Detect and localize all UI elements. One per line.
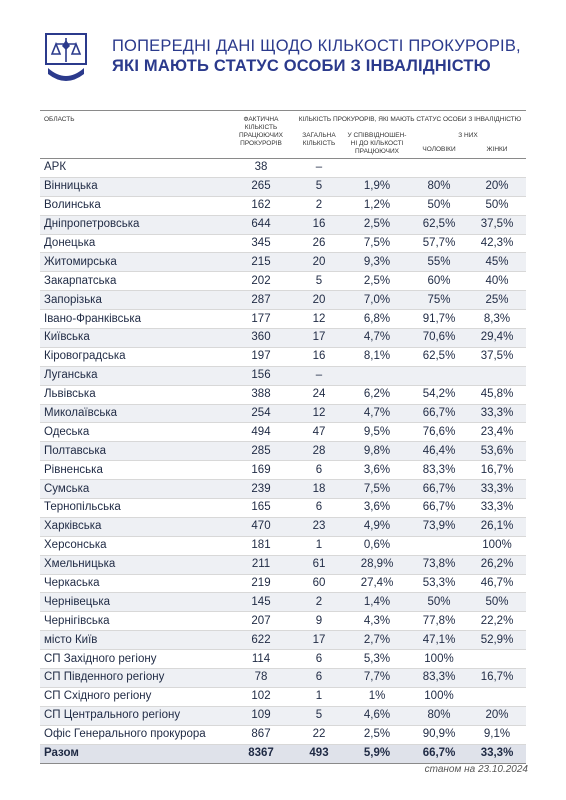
total-row xyxy=(40,744,526,763)
cell-ratio: 1% xyxy=(344,687,410,706)
header-men: ЧОЛОВІКИ xyxy=(422,146,456,154)
table-row xyxy=(40,669,526,688)
cell-region: Сумська xyxy=(40,480,228,499)
cell-women: 29,4% xyxy=(468,329,526,348)
cell-actual: 470 xyxy=(228,517,294,536)
cell-actual: 644 xyxy=(228,215,294,234)
cell-men: 73,8% xyxy=(410,555,468,574)
cell-total: – xyxy=(294,159,344,178)
cell-region: Запорізька xyxy=(40,291,228,310)
cell-men: 62,5% xyxy=(410,347,468,366)
cell-ratio: 3,6% xyxy=(344,461,410,480)
cell-region: Офіс Генерального прокурора xyxy=(40,725,228,744)
cell-region: Дніпропетровська xyxy=(40,215,228,234)
cell-women: 33,3% xyxy=(468,499,526,518)
cell-ratio: 28,9% xyxy=(344,555,410,574)
cell-men: 66,7% xyxy=(410,499,468,518)
cell-total: 47 xyxy=(294,423,344,442)
cell-total: 18 xyxy=(294,480,344,499)
cell-ratio: 2,5% xyxy=(344,215,410,234)
cell-region: Волинська xyxy=(40,196,228,215)
cell-total: 1 xyxy=(294,687,344,706)
cell-ratio: 9,8% xyxy=(344,442,410,461)
cell-actual: 207 xyxy=(228,612,294,631)
cell-actual: 114 xyxy=(228,650,294,669)
table-row xyxy=(40,536,526,555)
cell-men: 50% xyxy=(410,593,468,612)
cell-total: 12 xyxy=(294,404,344,423)
cell-total: 20 xyxy=(294,253,344,272)
cell-men: 55% xyxy=(410,253,468,272)
cell-women: 8,3% xyxy=(468,310,526,329)
cell-ratio: 7,0% xyxy=(344,291,410,310)
table-row xyxy=(40,461,526,480)
cell-women: 25% xyxy=(468,291,526,310)
cell-region: місто Київ xyxy=(40,631,228,650)
cell-region: Чернігівська xyxy=(40,612,228,631)
table-row xyxy=(40,385,526,404)
cell-region: Чернівецька xyxy=(40,593,228,612)
cell-total: 493 xyxy=(294,744,344,763)
cell-region: Черкаська xyxy=(40,574,228,593)
cell-ratio: 0,6% xyxy=(344,536,410,555)
cell-total: 20 xyxy=(294,291,344,310)
cell-ratio: 7,5% xyxy=(344,234,410,253)
cell-men xyxy=(410,366,468,385)
cell-men: 100% xyxy=(410,687,468,706)
cell-men: 80% xyxy=(410,706,468,725)
cell-actual: 202 xyxy=(228,272,294,291)
table-row xyxy=(40,253,526,272)
cell-total: 1 xyxy=(294,536,344,555)
cell-total: 26 xyxy=(294,234,344,253)
cell-men: 75% xyxy=(410,291,468,310)
cell-women xyxy=(468,159,526,178)
cell-women: 9,1% xyxy=(468,725,526,744)
header-total: ЗАГАЛЬНА КІЛЬКІСТЬ xyxy=(302,132,336,147)
table-row xyxy=(40,631,526,650)
table-body xyxy=(40,159,526,764)
table-row xyxy=(40,687,526,706)
table-row xyxy=(40,159,526,178)
cell-total: 5 xyxy=(294,706,344,725)
cell-total: 61 xyxy=(294,555,344,574)
cell-region: Рівненська xyxy=(40,461,228,480)
table-row xyxy=(40,196,526,215)
cell-actual: 38 xyxy=(228,159,294,178)
cell-region: Луганська xyxy=(40,366,228,385)
cell-actual: 254 xyxy=(228,404,294,423)
table-row xyxy=(40,177,526,196)
cell-ratio xyxy=(344,366,410,385)
cell-ratio: 4,7% xyxy=(344,329,410,348)
cell-ratio: 4,6% xyxy=(344,706,410,725)
cell-actual: 345 xyxy=(228,234,294,253)
table-row xyxy=(40,215,526,234)
cell-women: 22,2% xyxy=(468,612,526,631)
cell-actual: 287 xyxy=(228,291,294,310)
cell-ratio: 8,1% xyxy=(344,347,410,366)
cell-total: 6 xyxy=(294,499,344,518)
cell-women xyxy=(468,650,526,669)
cell-ratio: 4,3% xyxy=(344,612,410,631)
cell-men: 54,2% xyxy=(410,385,468,404)
table-row xyxy=(40,555,526,574)
cell-region: Вінницька xyxy=(40,177,228,196)
cell-ratio: 9,3% xyxy=(344,253,410,272)
cell-region: СП Центрального регіону xyxy=(40,706,228,725)
table-row xyxy=(40,404,526,423)
cell-women: 46,7% xyxy=(468,574,526,593)
table-row xyxy=(40,480,526,499)
cell-women: 23,4% xyxy=(468,423,526,442)
cell-region: Кіровоградська xyxy=(40,347,228,366)
cell-ratio: 2,5% xyxy=(344,272,410,291)
cell-actual: 177 xyxy=(228,310,294,329)
cell-men: 66,7% xyxy=(410,744,468,763)
cell-ratio: 5,9% xyxy=(344,744,410,763)
prosecutor-emblem-icon xyxy=(44,32,88,84)
table-row xyxy=(40,517,526,536)
cell-region: СП Західного регіону xyxy=(40,650,228,669)
cell-total: 17 xyxy=(294,329,344,348)
cell-region: Закарпатська xyxy=(40,272,228,291)
cell-women: 26,1% xyxy=(468,517,526,536)
cell-total: – xyxy=(294,366,344,385)
cell-ratio: 2,5% xyxy=(344,725,410,744)
cell-men: 60% xyxy=(410,272,468,291)
cell-women: 16,7% xyxy=(468,461,526,480)
cell-men: 80% xyxy=(410,177,468,196)
cell-women: 42,3% xyxy=(468,234,526,253)
cell-actual: 145 xyxy=(228,593,294,612)
table-row xyxy=(40,366,526,385)
header-of-them: З НИХ xyxy=(458,132,478,139)
cell-total: 5 xyxy=(294,272,344,291)
cell-men: 91,7% xyxy=(410,310,468,329)
cell-actual: 265 xyxy=(228,177,294,196)
cell-actual: 285 xyxy=(228,442,294,461)
page-title xyxy=(112,36,521,76)
cell-women: 20% xyxy=(468,177,526,196)
cell-women: 45% xyxy=(468,253,526,272)
cell-men: 53,3% xyxy=(410,574,468,593)
date-note: станом на 23.10.2024 xyxy=(424,764,528,775)
cell-actual: 211 xyxy=(228,555,294,574)
table-row xyxy=(40,442,526,461)
cell-region: Донецька xyxy=(40,234,228,253)
cell-men: 66,7% xyxy=(410,404,468,423)
cell-region: Хмельницька xyxy=(40,555,228,574)
cell-men: 50% xyxy=(410,196,468,215)
table-row xyxy=(40,499,526,518)
cell-men: 57,7% xyxy=(410,234,468,253)
cell-ratio: 27,4% xyxy=(344,574,410,593)
cell-total: 17 xyxy=(294,631,344,650)
cell-men: 62,5% xyxy=(410,215,468,234)
cell-region: АРК xyxy=(40,159,228,178)
cell-women: 16,7% xyxy=(468,669,526,688)
cell-total: 6 xyxy=(294,650,344,669)
header-group: КІЛЬКІСТЬ ПРОКУРОРІВ, ЯКІ МАЮТЬ СТАТУС ОСОБИ З ІНВАЛІДНІСТЮ xyxy=(294,111,526,127)
cell-actual: 388 xyxy=(228,385,294,404)
table-row xyxy=(40,234,526,253)
table-row xyxy=(40,593,526,612)
cell-total: 6 xyxy=(294,461,344,480)
cell-actual: 622 xyxy=(228,631,294,650)
cell-total: 23 xyxy=(294,517,344,536)
cell-region: Полтавська xyxy=(40,442,228,461)
cell-ratio xyxy=(344,159,410,178)
cell-total: 9 xyxy=(294,612,344,631)
cell-actual: 102 xyxy=(228,687,294,706)
table-row xyxy=(40,725,526,744)
cell-women: 20% xyxy=(468,706,526,725)
cell-ratio: 5,3% xyxy=(344,650,410,669)
cell-women: 52,9% xyxy=(468,631,526,650)
title-line-2: ЯКІ МАЮТЬ СТАТУС ОСОБИ З ІНВАЛІДНІСТЮ xyxy=(112,57,491,75)
table-row xyxy=(40,650,526,669)
cell-men xyxy=(410,536,468,555)
cell-men: 66,7% xyxy=(410,480,468,499)
prosecutors-table xyxy=(40,110,526,764)
cell-men: 90,9% xyxy=(410,725,468,744)
cell-total: 2 xyxy=(294,593,344,612)
cell-total: 6 xyxy=(294,669,344,688)
cell-women: 33,3% xyxy=(468,744,526,763)
cell-actual: 239 xyxy=(228,480,294,499)
cell-ratio: 4,7% xyxy=(344,404,410,423)
cell-actual: 169 xyxy=(228,461,294,480)
header-women: ЖІНКИ xyxy=(486,146,508,154)
cell-region: Разом xyxy=(40,744,228,763)
cell-actual: 109 xyxy=(228,706,294,725)
cell-women: 33,3% xyxy=(468,404,526,423)
cell-men: 76,6% xyxy=(410,423,468,442)
cell-men: 70,6% xyxy=(410,329,468,348)
cell-men: 100% xyxy=(410,650,468,669)
cell-women: 26,2% xyxy=(468,555,526,574)
cell-women: 37,5% xyxy=(468,347,526,366)
table-row xyxy=(40,272,526,291)
cell-region: СП Східного регіону xyxy=(40,687,228,706)
cell-region: Львівська xyxy=(40,385,228,404)
title-line-1: ПОПЕРЕДНІ ДАНІ ЩОДО КІЛЬКОСТІ ПРОКУРОРІВ, xyxy=(112,37,521,55)
cell-actual: 494 xyxy=(228,423,294,442)
header-region: ОБЛАСТЬ xyxy=(40,111,228,159)
cell-total: 28 xyxy=(294,442,344,461)
cell-ratio: 1,4% xyxy=(344,593,410,612)
header xyxy=(40,28,540,90)
cell-total: 60 xyxy=(294,574,344,593)
cell-total: 2 xyxy=(294,196,344,215)
cell-region: СП Південного регіону xyxy=(40,669,228,688)
cell-region: Івано-Франківська xyxy=(40,310,228,329)
cell-actual: 156 xyxy=(228,366,294,385)
table-row xyxy=(40,423,526,442)
cell-total: 12 xyxy=(294,310,344,329)
cell-actual: 162 xyxy=(228,196,294,215)
cell-men: 83,3% xyxy=(410,461,468,480)
table-row xyxy=(40,347,526,366)
cell-men: 77,8% xyxy=(410,612,468,631)
cell-men: 46,4% xyxy=(410,442,468,461)
cell-women xyxy=(468,366,526,385)
cell-total: 5 xyxy=(294,177,344,196)
cell-men: 47,1% xyxy=(410,631,468,650)
cell-actual: 181 xyxy=(228,536,294,555)
table-row xyxy=(40,706,526,725)
header-actual: ФАКТИЧНА КІЛЬКІСТЬ ПРАЦЮЮЧИХ ПРОКУРОРІВ xyxy=(228,111,294,159)
cell-women: 45,8% xyxy=(468,385,526,404)
cell-ratio: 3,6% xyxy=(344,499,410,518)
cell-women: 50% xyxy=(468,196,526,215)
cell-actual: 219 xyxy=(228,574,294,593)
cell-women: 40% xyxy=(468,272,526,291)
cell-region: Одеська xyxy=(40,423,228,442)
cell-men: 83,3% xyxy=(410,669,468,688)
cell-women: 33,3% xyxy=(468,480,526,499)
cell-region: Харківська xyxy=(40,517,228,536)
cell-actual: 867 xyxy=(228,725,294,744)
cell-actual: 78 xyxy=(228,669,294,688)
cell-actual: 215 xyxy=(228,253,294,272)
cell-region: Херсонська xyxy=(40,536,228,555)
table-row xyxy=(40,329,526,348)
cell-ratio: 6,2% xyxy=(344,385,410,404)
table-row xyxy=(40,310,526,329)
cell-ratio: 7,5% xyxy=(344,480,410,499)
cell-region: Київська xyxy=(40,329,228,348)
cell-women: 53,6% xyxy=(468,442,526,461)
cell-ratio: 1,2% xyxy=(344,196,410,215)
table-row xyxy=(40,291,526,310)
cell-region: Тернопільська xyxy=(40,499,228,518)
cell-ratio: 1,9% xyxy=(344,177,410,196)
cell-total: 22 xyxy=(294,725,344,744)
cell-ratio: 6,8% xyxy=(344,310,410,329)
cell-men: 73,9% xyxy=(410,517,468,536)
cell-actual: 197 xyxy=(228,347,294,366)
cell-ratio: 2,7% xyxy=(344,631,410,650)
cell-total: 16 xyxy=(294,347,344,366)
cell-region: Миколаївська xyxy=(40,404,228,423)
table-row xyxy=(40,574,526,593)
cell-women xyxy=(468,687,526,706)
cell-ratio: 7,7% xyxy=(344,669,410,688)
header-ratio: У СПІВВІДНОШЕН- НІ ДО КІЛЬКОСТІ ПРАЦЮЮЧИХ xyxy=(347,132,407,155)
cell-actual: 165 xyxy=(228,499,294,518)
cell-total: 24 xyxy=(294,385,344,404)
cell-women: 37,5% xyxy=(468,215,526,234)
cell-actual: 360 xyxy=(228,329,294,348)
cell-region: Житомирська xyxy=(40,253,228,272)
table-row xyxy=(40,612,526,631)
cell-total: 16 xyxy=(294,215,344,234)
cell-ratio: 9,5% xyxy=(344,423,410,442)
cell-actual: 8367 xyxy=(228,744,294,763)
cell-women: 50% xyxy=(468,593,526,612)
cell-ratio: 4,9% xyxy=(344,517,410,536)
cell-men xyxy=(410,159,468,178)
cell-women: 100% xyxy=(468,536,526,555)
